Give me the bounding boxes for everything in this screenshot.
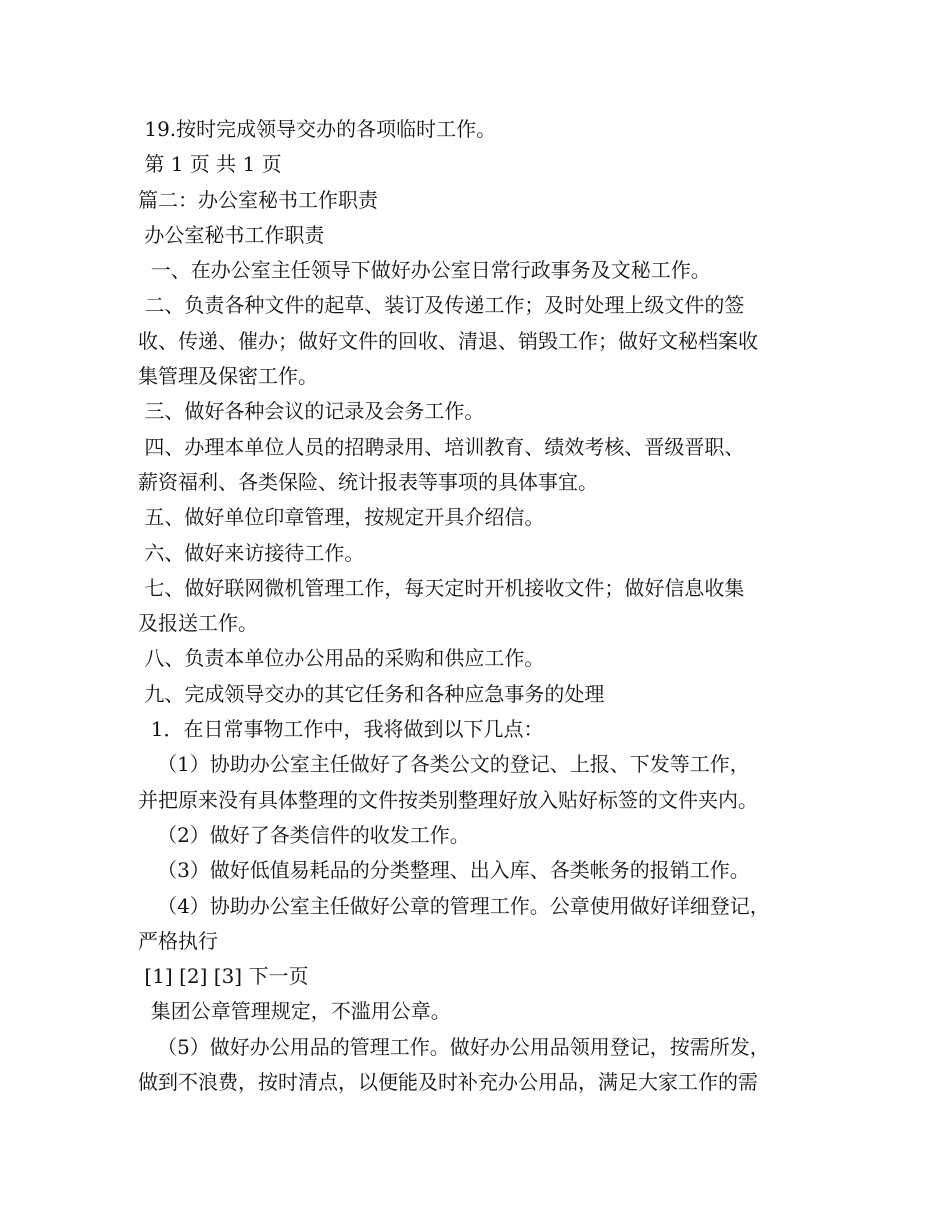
text-line: （2）做好了各类信件的收发工作。: [138, 822, 470, 847]
text-line: 四、办理本单位人员的招聘录用、培训教育、绩效考核、晋级晋职、: [138, 434, 745, 459]
text-line: 二、负责各种文件的起草、装订及传递工作；及时处理上级文件的签: [138, 293, 745, 318]
text-line: 八、负责本单位办公用品的采购和供应工作。: [138, 646, 545, 671]
document-body: [138, 112, 828, 1100]
text-line: 做到不浪费，按时清点，以便能及时补充办公用品，满足大家工作的需: [138, 1070, 758, 1095]
text-line: （5）做好办公用品的管理工作。做好办公用品领用登记，按需所发，: [138, 1034, 770, 1059]
paragraphs-after: [138, 994, 828, 1100]
page-link-1[interactable]: [1]: [144, 964, 173, 989]
text-line: 收、传递、催办；做好文件的回收、清退、销毁工作；做好文秘档案收: [138, 328, 758, 353]
text-line: 集团公章管理规定，不滥用公章。: [138, 999, 451, 1024]
text-line: 1．在日常事物工作中，我将做到以下几点：: [138, 717, 544, 742]
page-link-3[interactable]: [3]: [213, 964, 243, 989]
text-line: 九、完成领导交办的其它任务和各种应急事务的处理: [138, 681, 605, 706]
text-line: （3）做好低值易耗品的分类整理、出入库、各类帐务的报销工作。: [138, 858, 750, 883]
next-page-link[interactable]: 下一页: [248, 964, 309, 989]
text-line: （4）协助办公室主任做好公章的管理工作。公章使用做好详细登记，: [138, 893, 770, 918]
text-line: 及报送工作。: [138, 611, 258, 636]
text-line: 19.按时完成领导交办的各项临时工作。: [138, 117, 497, 141]
text-line: 篇二：办公室秘书工作职责: [138, 187, 378, 212]
text-line: 薪资福利、各类保险、统计报表等事项的具体事宜。: [138, 469, 598, 494]
text-line: 集管理及保密工作。: [138, 364, 318, 389]
text-line: 一、在办公室主任领导下做好办公室日常行政事务及文秘工作。: [138, 258, 711, 283]
text-line: 六、做好来访接待工作。: [138, 540, 365, 565]
text-line: 七、做好联网微机管理工作，每天定时开机接收文件；做好信息收集: [138, 575, 745, 600]
text-line: 严格执行: [138, 928, 218, 953]
text-line: （1）协助办公室主任做好了各类公文的登记、上报、下发等工作，: [138, 752, 750, 777]
page-link-2[interactable]: [2]: [179, 964, 208, 989]
text-line: 第 1 页 共 1 页: [138, 152, 282, 177]
text-line: 三、做好各种会议的记录及会务工作。: [138, 399, 485, 424]
text-line: 并把原来没有具体整理的文件按类别整理好放入贴好标签的文件夹内。: [138, 787, 758, 812]
pagination-bar: [138, 959, 828, 994]
text-line: 五、做好单位印章管理，按规定开具介绍信。: [138, 505, 545, 530]
paragraphs-before: [138, 112, 828, 959]
text-line: 办公室秘书工作职责: [138, 222, 325, 247]
